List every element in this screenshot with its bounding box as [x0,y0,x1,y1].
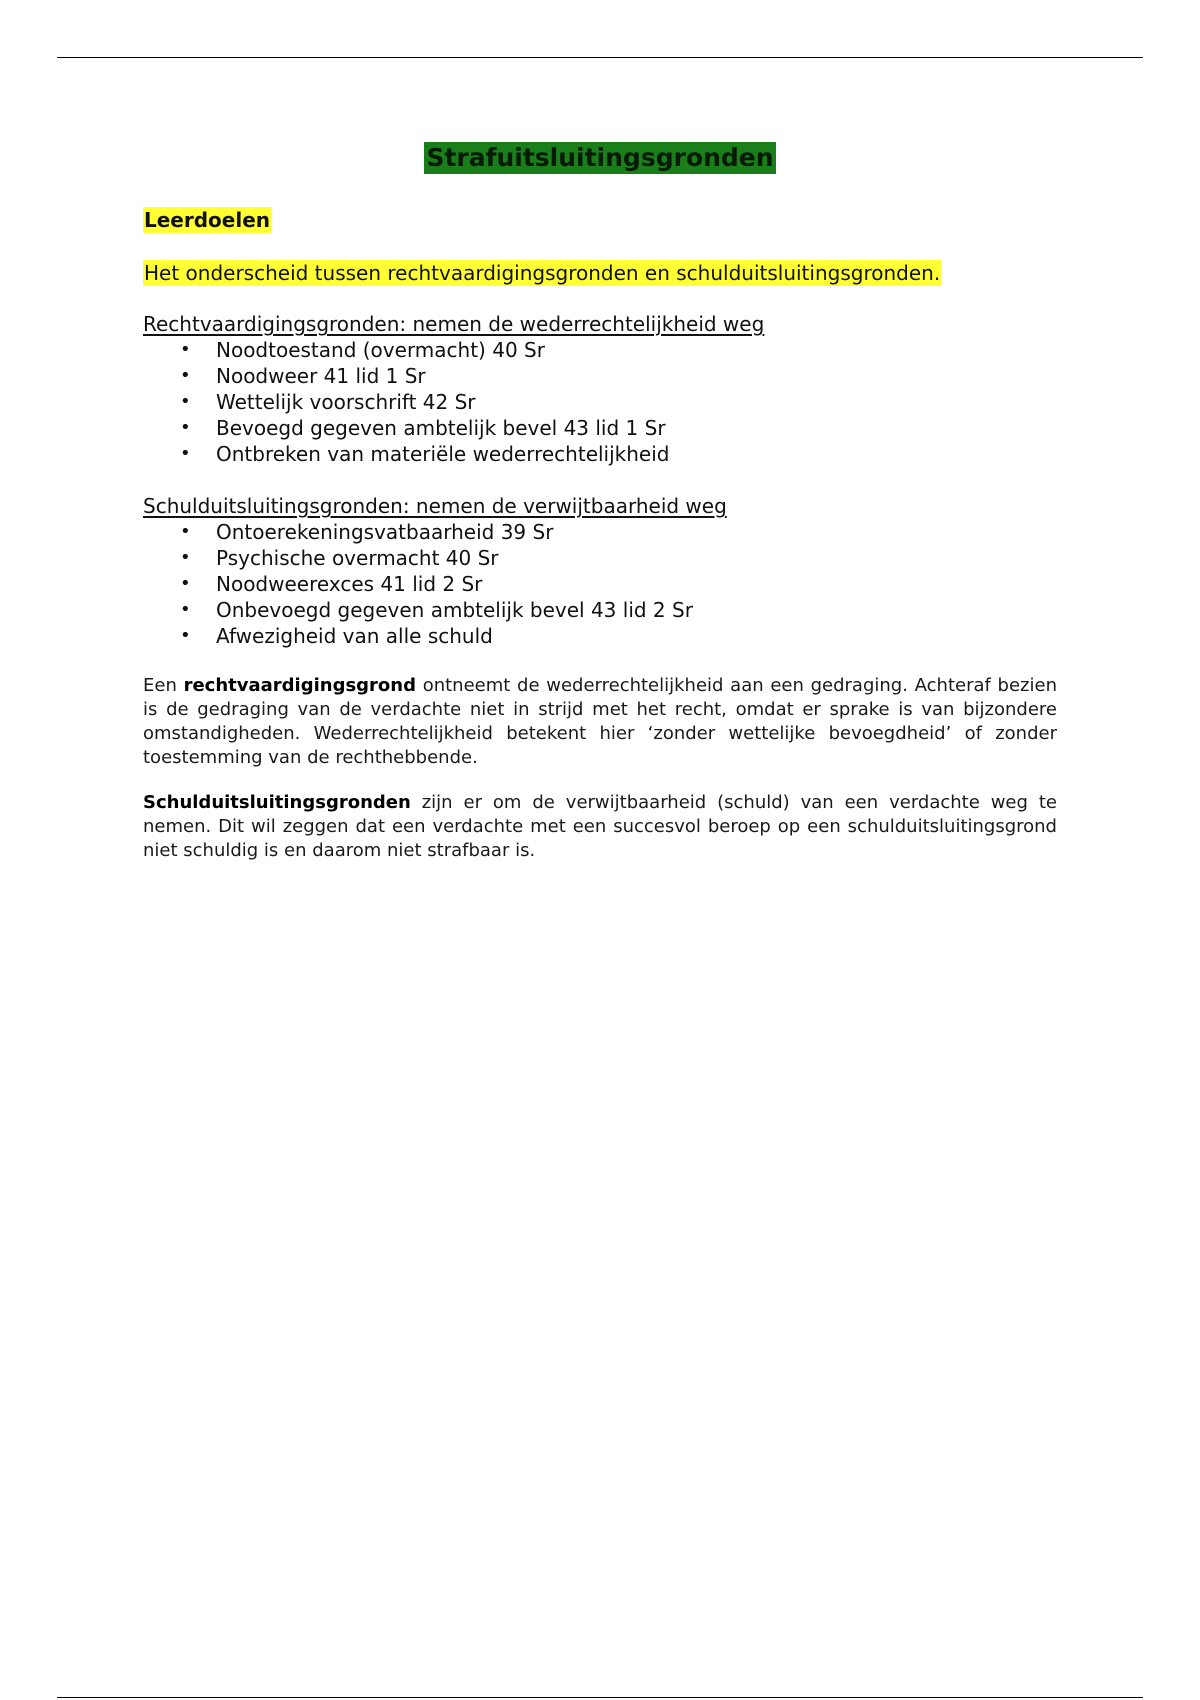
list-item-text: Afwezigheid van alle schuld [216,624,493,648]
list-item [143,571,693,597]
list-item-text: Noodweer 41 lid 1 Sr [216,364,426,388]
list-item [143,441,670,467]
list-item-text: Noodweerexces 41 lid 2 Sr [216,572,483,596]
section-heading-schulduitsluitingsgronden: Schulduitsluitingsgronden: nemen de verwijtbaarheid weg [143,494,727,518]
list-schulduitsluitingsgronden [143,519,693,649]
paragraph-body: ontneemt de wederrechtelijkheid aan een gedraging. Achteraf bezien is de gedraging van de verdachte niet in strijd met het recht, omdat er sprake is van bijzondere omstandigheden. Wederrechtelijkheid betekent hier ‘zonder wettelijke bevoegdheid’ of zonder toestemming van de rechthebbende. [143,675,1057,768]
bullet-icon: • [180,443,191,464]
top-rule [57,57,1143,58]
list-item [143,623,693,649]
bullet-icon: • [180,365,191,386]
paragraph-body: zijn er om de verwijtbaarheid (schuld) van een verdachte weg te nemen. Dit wil zeggen dat een verdachte met een succesvol beroep op een schulduitsluitingsgrond niet schuldig is en daarom niet strafbaar is. [143,792,1057,861]
list-item-text: Psychische overmacht 40 Sr [216,546,499,570]
list-item [143,545,693,571]
bullet-icon: • [180,417,191,438]
title-block [143,142,1057,174]
bullet-icon: • [180,599,191,620]
list-rechtvaardigingsgronden [143,337,670,467]
paragraph-rechtvaardigingsgrond [143,674,1057,770]
bullet-icon: • [180,547,191,568]
paragraph-lead: Een [143,675,184,696]
document-title: Strafuitsluitingsgronden [426,143,774,172]
paragraph-schulduitsluitingsgronden [143,791,1057,863]
bullet-icon: • [180,573,191,594]
list-item-text: Noodtoestand (overmacht) 40 Sr [216,338,545,362]
list-item [143,337,670,363]
bullet-icon: • [180,625,191,646]
list-item-text: Ontbreken van materiële wederrechtelijkheid [216,442,670,466]
list-item-text: Wettelijk voorschrift 42 Sr [216,390,476,414]
list-item-text: Onbevoegd gegeven ambtelijk bevel 43 lid 2 Sr [216,598,693,622]
list-item [143,415,670,441]
bullet-icon: • [180,339,191,360]
paragraph-term: Schulduitsluitingsgronden [143,792,411,813]
bullet-icon: • [180,391,191,412]
learning-goals-text: Het onderscheid tussen rechtvaardigingsgronden en schulduitsluitingsgronden. [144,261,941,285]
list-item [143,389,670,415]
paragraph-term: rechtvaardigingsgrond [183,675,416,696]
list-item [143,597,693,623]
list-item [143,363,670,389]
bottom-rule [57,1697,1143,1698]
learning-goals-heading: Leerdoelen [144,208,271,232]
list-item-text: Bevoegd gegeven ambtelijk bevel 43 lid 1 Sr [216,416,666,440]
list-item-text: Ontoerekeningsvatbaarheid 39 Sr [216,520,554,544]
list-item [143,519,693,545]
bullet-icon: • [180,521,191,542]
section-heading-rechtvaardigingsgronden: Rechtvaardigingsgronden: nemen de wederrechtelijkheid weg [143,312,765,336]
